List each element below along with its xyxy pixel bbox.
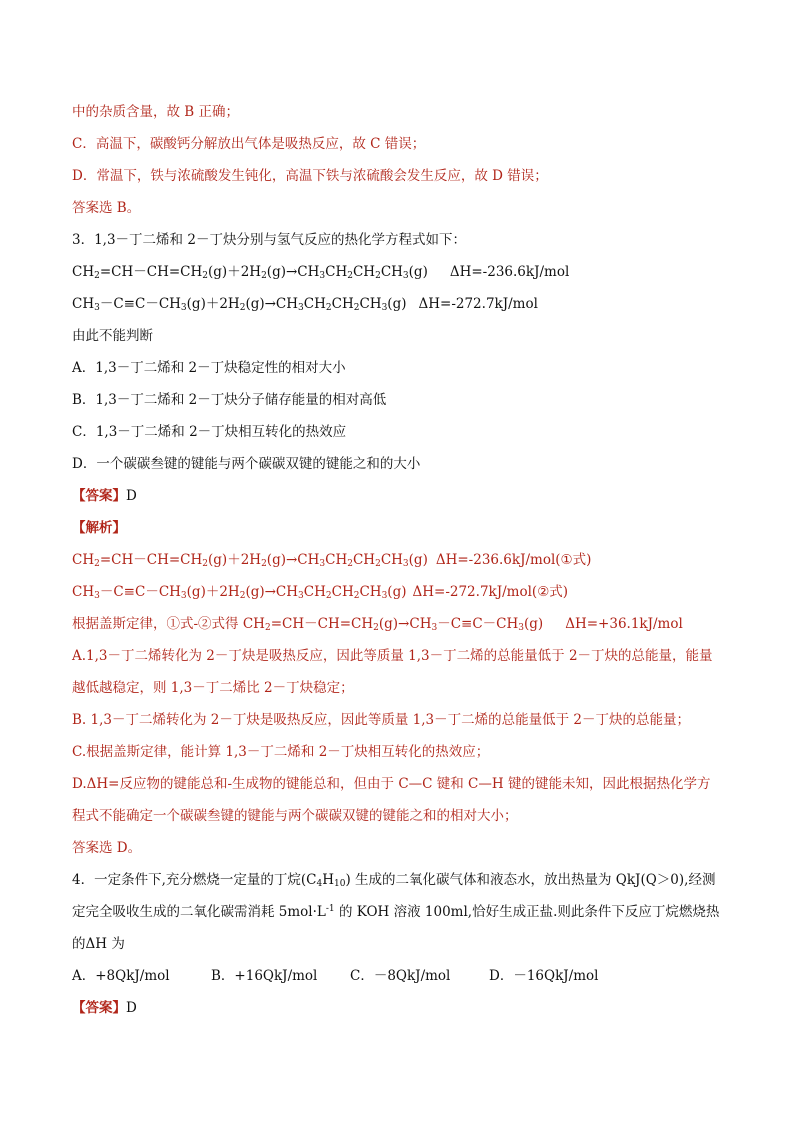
q2-explanation-line-1: 中的杂质含量，故 B 正确； <box>72 104 240 120</box>
q2-explanation-line-c: C．高温下，碳酸钙分解放出气体是吸热反应，故 C 错误； <box>72 136 426 152</box>
q3-solution-equation-2: $CH_3-C\equiv C-CH_3(g)+2H_2(g)\to CH_3CH_2CH_2CH_3(g)$ ΔH=-272.7kJ/mol(②式) <box>72 584 569 601</box>
q4-options <box>72 966 598 986</box>
q4-option-a: A．+8QkJ/mol <box>72 968 170 984</box>
q3-option-a: A．1,3－丁二烯和 2－丁炔稳定性的相对大小 <box>72 360 346 376</box>
q3-equation-1: $CH_2=CH-CH=CH_2(g)+2H_2(g)\to CH_3CH_2CH_2CH_3(g)$ ΔH=-236.6kJ/mol <box>72 264 570 281</box>
q3-solution-a-line-2: 越低越稳定，则 1,3－丁二烯比 2－丁炔稳定； <box>72 680 354 696</box>
q3-analysis-label: 【解析】 <box>72 520 126 536</box>
q3-answer <box>72 486 137 506</box>
q3-solution-c: C.根据盖斯定律，能计算 1,3－丁二烯和 2－丁炔相互转化的热效应； <box>72 744 490 760</box>
answer-label: 【答案】 <box>72 1000 126 1016</box>
q3-solution-equation-1: $CH_2=CH-CH=CH_2(g)+2H_2(g)\to CH_3CH_2CH_2CH_3(g)$ ΔH=-236.6kJ/mol(①式) <box>72 552 592 569</box>
answer-label: 【答案】 <box>72 488 126 504</box>
q3-option-b: B．1,3－丁二烯和 2－丁炔分子储存能量的相对高低 <box>72 392 387 408</box>
q3-solution-b: B. 1,3－丁二烯转化为 2－丁炔是吸热反应，因此等质量 1,3－丁二烯的总能量低于 2－丁炔的总能量； <box>72 712 690 728</box>
q4-option-b: B．+16QkJ/mol <box>211 968 318 984</box>
q3-stem: 3．1,3－丁二烯和 2－丁炔分别与氢气反应的热化学方程式如下： <box>72 232 466 248</box>
q4-stem-line-1: 4．一定条件下,充分燃烧一定量的丁烷$(C_4H_{10})$ 生成的二氧化碳气体和液态水，放出热量为 QkJ(Q＞0),经测 <box>72 872 716 889</box>
q3-hess-law-line: 根据盖斯定律，①式-②式得 $CH_2=CH-CH=CH_2(g)\to CH_3-C\equiv C-CH_3(g)$ ΔH=+36.1kJ/mol <box>72 616 683 633</box>
q3-option-d: D．一个碳碳叁键的键能与两个碳碳双键的键能之和的大小 <box>72 456 421 472</box>
q3-solution-d-line-1: D.ΔH=反应物的键能总和-生成物的键能总和，但由于 C—C 键和 C—H 键的键能未知，因此根据热化学方 <box>72 776 711 792</box>
q3-solution-d-line-2: 程式不能确定一个碳碳叁键的键能与两个碳碳双键的键能之和的相对大小； <box>72 808 518 824</box>
answer-value: D <box>126 488 137 504</box>
q4-stem-line-3: 的ΔH 为 <box>72 936 125 952</box>
q3-final-answer: 答案选 D。 <box>72 840 142 856</box>
q3-equation-2: $CH_3-C\equiv C-CH_3(g)+2H_2(g)\to CH_3CH_2CH_2CH_3(g)$ ΔH=-272.7kJ/mol <box>72 296 538 313</box>
q2-explanation-line-d: D．常温下，铁与浓硫酸发生钝化，高温下铁与浓硫酸会发生反应，故 D 错误； <box>72 168 548 184</box>
q2-final-answer: 答案选 B。 <box>72 200 141 216</box>
q4-option-c: C．－8QkJ/mol <box>350 968 451 984</box>
answer-value: D <box>126 1000 137 1016</box>
q3-prompt: 由此不能判断 <box>72 328 153 344</box>
q4-stem-line-2: 定完全吸收生成的二氧化碳需消耗 $5mol\cdot L^{-1}$ 的 KOH 溶液 100ml,恰好生成正盐.则此条件下反应丁烷燃烧热 <box>72 904 720 920</box>
q3-option-c: C．1,3－丁二烯和 2－丁炔相互转化的热效应 <box>72 424 347 440</box>
q4-option-d: D．－16QkJ/mol <box>489 968 599 984</box>
q3-solution-a-line-1: A.1,3－丁二烯转化为 2－丁炔是吸热反应，因此等质量 1,3－丁二烯的总能量低于 2－丁炔的总能量，能量 <box>72 648 713 664</box>
q4-answer <box>72 998 137 1018</box>
